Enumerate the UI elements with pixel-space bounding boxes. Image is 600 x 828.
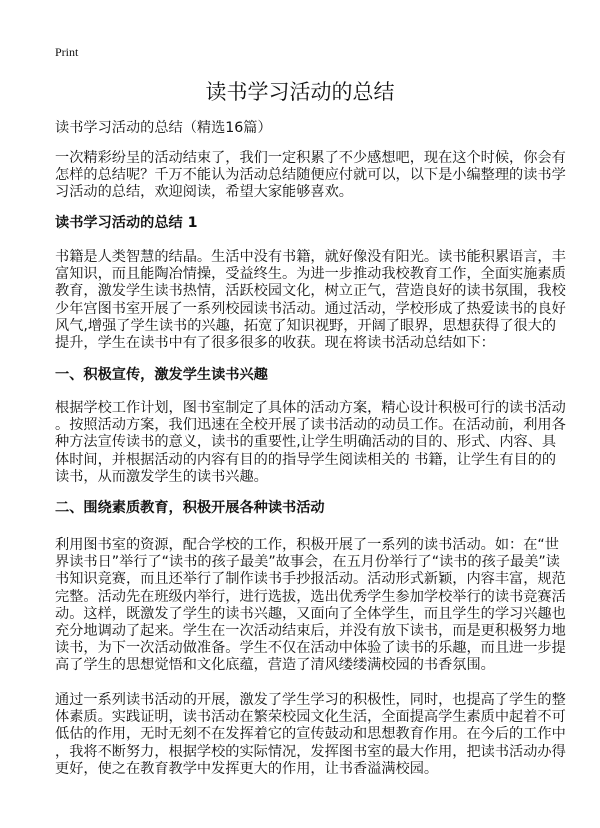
text-line: 少年宫图书室开展了一系列校园读书活动。通过活动，学校形成了热爱读书的良好 [55, 300, 566, 317]
intro-paragraph [55, 150, 566, 202]
text-line: 动。这样，既激发了学生的读书兴趣，又面向了全体学生，而且学生的学习兴趣也 [55, 605, 566, 622]
text-line: 根据学校工作计划，图书室制定了具体的活动方案，精心设计积极可行的读书活动 [55, 400, 566, 416]
text-line: 体时间，并根据活动的内容有目的的指导学生阅读相关的 书籍，让学生有目的的 [55, 451, 557, 468]
text-line: 更好，使之在教育教学中发挥更大的作用，让书香溢满校园。 [55, 760, 439, 777]
text-line: 读书，从而激发学生的读书兴趣。 [55, 468, 268, 485]
text-line: 富知识，而且能陶冶情操，受益终生。为进一步推动我校教育工作，全面实施素质 [55, 266, 566, 283]
text-line: ，我将不断努力，根据学校的实际情况，发挥图书室的最大作用，把读书活动办得 [55, 743, 566, 760]
text-line: 书知识竞赛，而且还举行了制作读书手抄报活动。活动形式新颖，内容丰富，规范 [55, 571, 566, 588]
paragraph-1 [55, 249, 566, 352]
text-line: 书籍是人类智慧的结晶。生活中没有书籍，就好像没有阳光。读书能积累语言，丰 [55, 249, 566, 265]
section-title: 读书学习活动的总结 1 [55, 215, 198, 231]
text-line: 高了学生的思想觉悟和文化底蕴，营造了清风缕缕满校园的书香氛围。 [55, 657, 495, 674]
subtitle: 读书学习活动的总结（精选16篇） [55, 120, 272, 136]
text-line: 通过一系列读书活动的开展，激发了学生学习的积极性，同时，也提高了学生的整 [55, 692, 566, 708]
text-line: 提升，学生在读书中有了很多很多的收获。现在将读书活动总结如下： [55, 334, 495, 351]
text-line: 充分地调动了起来。学生在一次活动结束后，并没有放下读书，而是更积极努力地 [55, 622, 566, 639]
text-line: 习活动的总结，欢迎阅读，希望大家能够喜欢。 [55, 184, 353, 201]
text-line: 风气,增强了学生读书的兴趣，拓宽了知识视野，开阔了眼界，思想获得了很大的 [55, 317, 557, 334]
text-line: 利用图书室的资源，配合学校的工作，积极开展了一系列的读书活动。如：在“世 [55, 537, 559, 553]
text-line: 界读书日”举行了“读书的孩子最美”故事会，在五月份举行了“读书的孩子最美”读 [55, 554, 560, 571]
text-line: 种方法宣传读书的意义，读书的重要性,让学生明确活动的目的、形式、内容、具 [55, 434, 557, 451]
paragraph-2 [55, 400, 566, 486]
heading-1: 一、积极宣传，激发学生读书兴趣 [55, 367, 268, 383]
text-line: 。按照活动方案，我们迅速在全校开展了读书活动的动员工作。在活动前，利用各 [55, 417, 566, 434]
page-title: 读书学习活动的总结 [205, 80, 395, 104]
text-line: 完整。活动先在班级内举行，进行选拔，选出优秀学生参加学校举行的读书竞赛活 [55, 588, 566, 605]
print-link[interactable]: Print [55, 45, 79, 59]
paragraph-3 [55, 537, 566, 675]
paragraph-4 [55, 692, 566, 778]
text-line: 教育，激发学生读书热情，活跃校园文化，树立正气，营造良好的读书氛围，我校 [55, 283, 566, 300]
text-line: 怎样的总结呢？千万不能认为活动总结随便应付就可以，以下是小编整理的读书学 [55, 167, 566, 184]
heading-2: 二、围绕素质教育，积极开展各种读书活动 [55, 500, 325, 516]
text-line: 低估的作用，无时无刻不在发挥着它的宣传鼓动和思想教育作用。在今后的工作中 [55, 726, 566, 743]
text-line: 体素质。实践证明，读书活动在繁荣校园文化生活，全面提高学生素质中起着不可 [55, 709, 566, 726]
text-line: 读书，为下一次活动做准备。学生不仅在活动中体验了读书的乐趣，而且进一步提 [55, 640, 566, 657]
text-line: 一次精彩纷呈的活动结束了，我们一定积累了不少感想吧，现在这个时候，你会有 [55, 150, 566, 166]
